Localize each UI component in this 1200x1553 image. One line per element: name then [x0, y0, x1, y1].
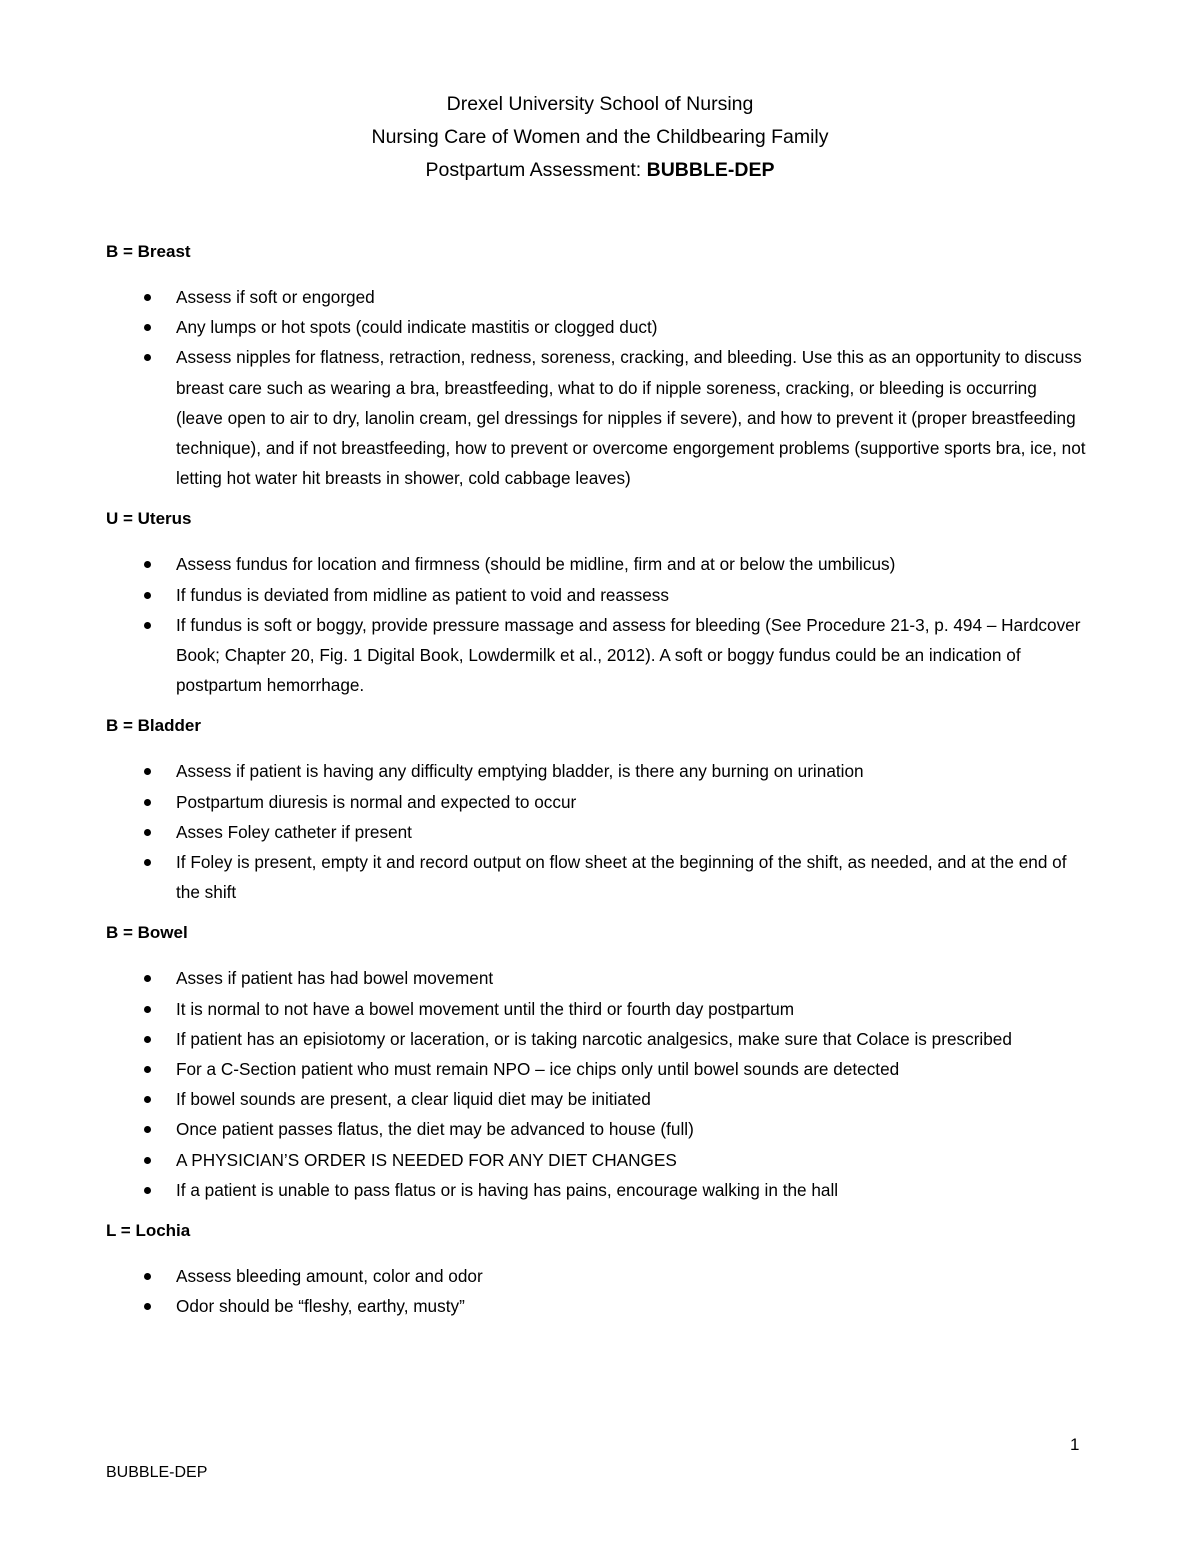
bullet-icon	[144, 1157, 151, 1164]
list-item-text: Assess nipples for flatness, retraction, redness, soreness, cracking, and bleeding. Use this as an opportunity to discuss breast care such as wearing a bra, breastfeeding, what to do if nipple soreness, cracking, or bleeding is occurring (leave open to air to dry, lanolin cream, gel dressings for nipples if severe), and how to prevent it (proper breastfeeding technique), and if not breastfeeding, how to prevent or overcome engorgement problems (supportive sports bra, ice, not letting hot water hit breasts in shower, cold cabbage leaves)	[176, 347, 1086, 489]
header-title	[0, 154, 1200, 187]
list-item-text: Assess fundus for location and firmness (should be midline, firm and at or below the umbilicus)	[176, 554, 896, 575]
page-number: 1	[1070, 1435, 1080, 1454]
bullet-icon	[144, 768, 151, 775]
bullet-icon	[144, 294, 151, 301]
bullet-icon	[144, 1096, 151, 1103]
section-lochia	[106, 1219, 1086, 1321]
bullet-icon	[144, 561, 151, 568]
section-title: B = Breast	[106, 242, 191, 261]
list-item	[106, 963, 1086, 993]
list-item-text: If fundus is soft or boggy, provide pressure massage and assess for bleeding (See Procedure 21-3, p. 494 – Hardcover Book; Chapter 20, Fig. 1 Digital Book, Lowdermilk et al., 2012). A soft or boggy fundus could be an indication of postpartum hemorrhage.	[176, 614, 1081, 696]
list-item	[106, 787, 1086, 817]
bullet-icon	[144, 354, 151, 361]
section-title: B = Bowel	[106, 923, 188, 943]
list-item	[106, 282, 1086, 312]
bullet-icon	[144, 975, 151, 982]
list-item	[106, 1084, 1086, 1114]
page-footer: BUBBLE-DEP	[106, 1464, 208, 1481]
section-uterus	[106, 507, 1086, 700]
bullet-icon	[144, 592, 151, 599]
document-body	[106, 240, 1086, 1335]
bullet-icon	[144, 1187, 151, 1194]
list-item	[106, 1291, 1086, 1321]
list-item-text: Once patient passes flatus, the diet may be advanced to house (full)	[176, 1119, 694, 1140]
list-item	[106, 1261, 1086, 1291]
list-item	[106, 312, 1086, 342]
header-course: Nursing Care of Women and the Childbearing Family	[371, 126, 829, 148]
bullet-icon	[144, 1006, 151, 1013]
bullet-icon	[144, 1126, 151, 1133]
bullet-icon	[144, 1303, 151, 1310]
bullet-icon	[144, 1036, 151, 1043]
section-bladder	[106, 714, 1086, 907]
list-item-text: Odor should be “fleshy, earthy, musty”	[176, 1296, 465, 1317]
header-title-prefix: Postpartum Assessment:	[425, 159, 647, 181]
list-item-text: It is normal to not have a bowel movement until the third or fourth day postpartum	[176, 998, 795, 1019]
list-item-text: A PHYSICIAN’S ORDER IS NEEDED FOR ANY DIET CHANGES	[176, 1149, 677, 1170]
list-item	[106, 610, 1086, 701]
bullet-icon	[144, 799, 151, 806]
document-header	[0, 88, 1200, 187]
bullet-icon	[144, 1066, 151, 1073]
list-item-text: Postpartum diuresis is normal and expected to occur	[176, 791, 577, 812]
section-bowel	[106, 921, 1086, 1205]
section-title: U = Uterus	[106, 509, 192, 529]
list-item-text: If a patient is unable to pass flatus or is having has pains, encourage walking in the hall	[176, 1179, 839, 1200]
list-item-text: If patient has an episiotomy or laceration, or is taking narcotic analgesics, make sure that Colace is prescribed	[176, 1028, 1012, 1049]
list-item-text: Assess if patient is having any difficulty emptying bladder, is there any burning on urination	[176, 761, 864, 782]
list-item	[106, 994, 1086, 1024]
bullet-list	[106, 756, 1086, 907]
list-item	[106, 756, 1086, 786]
list-item	[106, 1054, 1086, 1084]
list-item	[106, 817, 1086, 847]
list-item	[106, 1175, 1086, 1205]
bullet-icon	[144, 829, 151, 836]
section-title: B = Bladder	[106, 716, 201, 736]
list-item-text: Any lumps or hot spots (could indicate mastitis or clogged duct)	[176, 317, 658, 338]
list-item	[106, 1024, 1086, 1054]
bullet-list	[106, 1261, 1086, 1321]
list-item	[106, 1145, 1086, 1175]
section-title: L = Lochia	[106, 1221, 191, 1241]
bullet-icon	[144, 324, 151, 331]
list-item-text: If fundus is deviated from midline as patient to void and reassess	[176, 584, 669, 605]
list-item-text: For a C-Section patient who must remain NPO – ice chips only until bowel sounds are detected	[176, 1059, 900, 1080]
list-item	[106, 580, 1086, 610]
bullet-list	[106, 549, 1086, 700]
list-item-text: If bowel sounds are present, a clear liquid diet may be initiated	[176, 1089, 651, 1110]
bullet-icon	[144, 622, 151, 629]
bullet-icon	[144, 859, 151, 866]
bullet-list	[106, 282, 1086, 493]
section-breast	[106, 240, 1086, 493]
list-item	[106, 847, 1086, 907]
list-item-text: Assess if soft or engorged	[176, 287, 375, 307]
header-institution: Drexel University School of Nursing	[446, 93, 754, 115]
list-item-text: Assess bleeding amount, color and odor	[176, 1266, 483, 1287]
bullet-list	[106, 963, 1086, 1205]
list-item-text: Asses if patient has had bowel movement	[176, 968, 494, 989]
list-item-text: Asses Foley catheter if present	[176, 821, 412, 842]
list-item	[106, 549, 1086, 579]
bullet-icon	[144, 1273, 151, 1280]
header-title-acronym: BUBBLE-DEP	[646, 159, 775, 181]
list-item	[106, 1114, 1086, 1144]
list-item	[106, 342, 1086, 493]
list-item-text: If Foley is present, empty it and record output on flow sheet at the beginning of the shift, as needed, and at the end of the shift	[176, 852, 1067, 903]
